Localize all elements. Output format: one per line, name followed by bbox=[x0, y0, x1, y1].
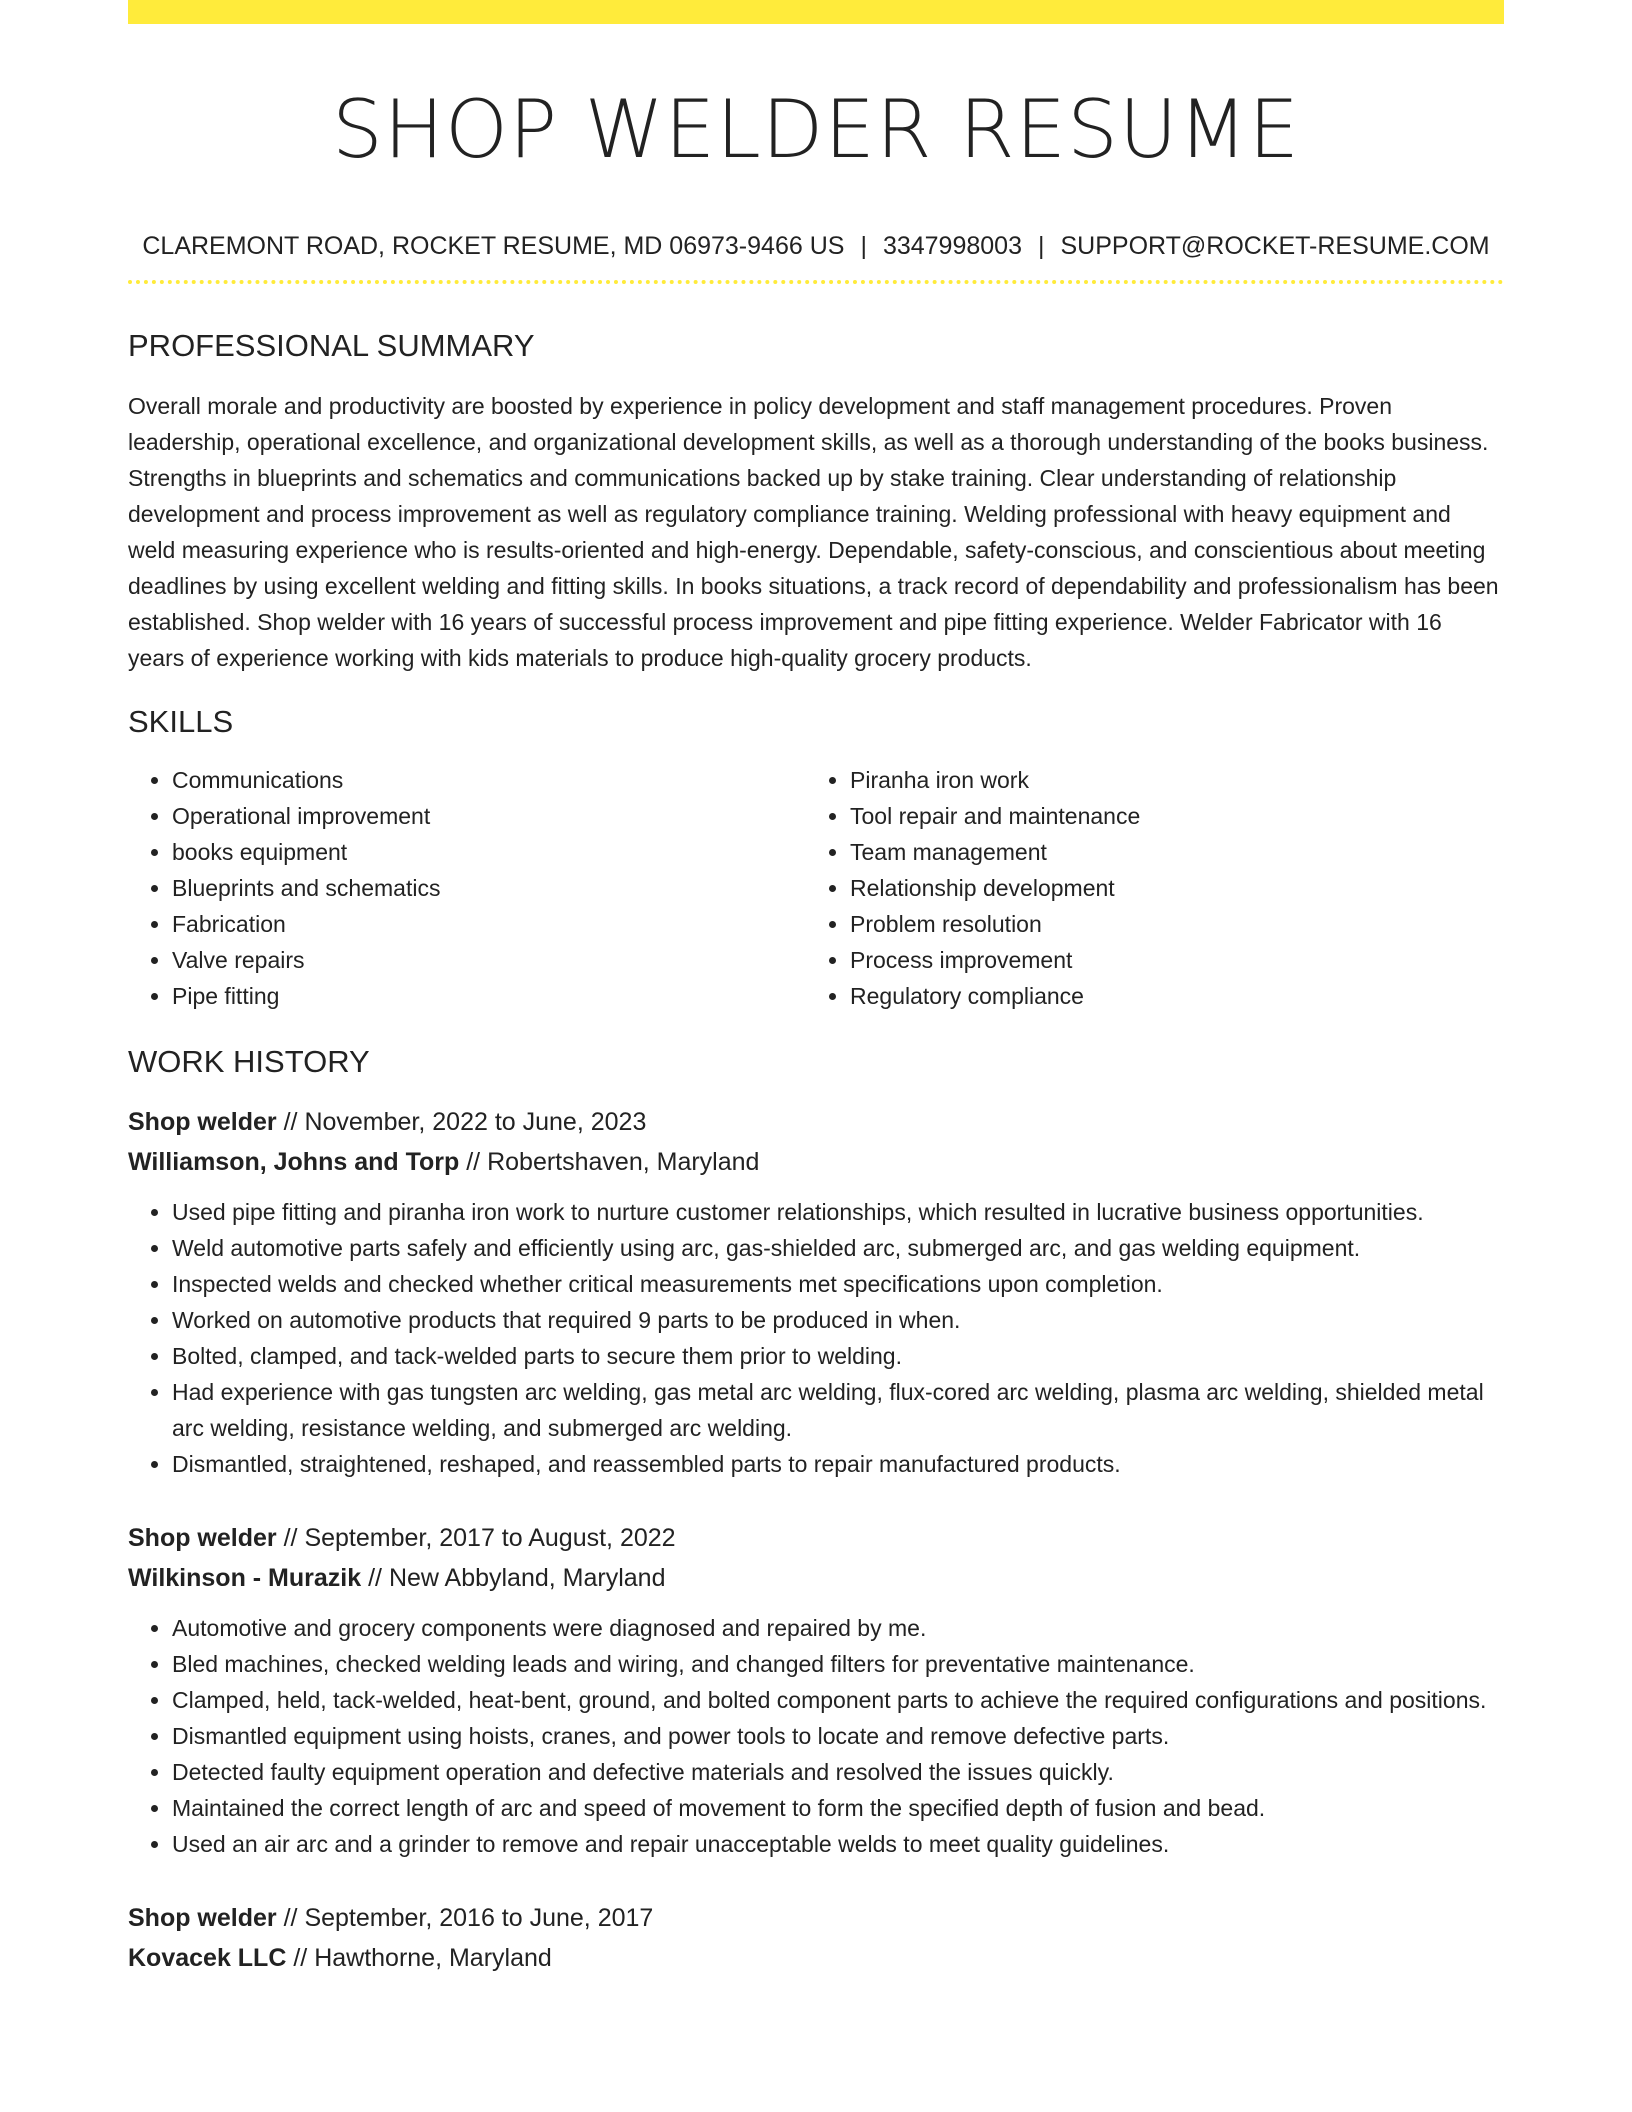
job-dates: November, 2022 to June, 2023 bbox=[304, 1108, 647, 1136]
skill-item: • Fabrication bbox=[172, 906, 806, 942]
skill-item: • Tool repair and maintenance bbox=[850, 798, 1504, 834]
job-title: Shop welder bbox=[128, 1108, 277, 1136]
job-location: Robertshaven, Maryland bbox=[487, 1148, 760, 1176]
job-bullet: • Detected faulty equipment operation and defective materials and resolved the issues quickly. bbox=[172, 1754, 1504, 1790]
skill-item: • Operational improvement bbox=[172, 798, 806, 834]
job-separator: // bbox=[276, 1904, 305, 1932]
contact-phone: 3347998003 bbox=[882, 232, 1022, 260]
job-bullet: • Used pipe fitting and piranha iron work to nurture customer relationships, which resulted in lucrative business opportunities. bbox=[172, 1194, 1504, 1230]
job-title: Shop welder bbox=[128, 1904, 277, 1932]
skill-item: • Piranha iron work bbox=[850, 762, 1504, 798]
contact-email: SUPPORT@ROCKET-RESUME.COM bbox=[1060, 232, 1490, 260]
job-bullet: • Maintained the correct length of arc and speed of movement to form the specified depth of fusion and bead. bbox=[172, 1790, 1504, 1826]
job-bullet: • Bled machines, checked welding leads and wiring, and changed filters for preventative maintenance. bbox=[172, 1646, 1504, 1682]
job-entry bbox=[128, 1898, 1504, 1978]
job-dates: September, 2017 to August, 2022 bbox=[304, 1524, 676, 1552]
contact-address: CLAREMONT ROAD, ROCKET RESUME, MD 06973-9466 US bbox=[142, 232, 845, 260]
skills-section bbox=[128, 702, 1504, 1014]
skill-item: • Process improvement bbox=[850, 942, 1504, 978]
job-bullet: • Automotive and grocery components were diagnosed and repaired by me. bbox=[172, 1610, 1504, 1646]
job-location: Hawthorne, Maryland bbox=[314, 1944, 552, 1972]
work-history-section bbox=[128, 1042, 1504, 1978]
job-separator: // bbox=[361, 1564, 389, 1592]
summary-section bbox=[128, 326, 1504, 676]
job-bullet: • Had experience with gas tungsten arc welding, gas metal arc welding, flux-cored arc welding, plasma arc welding, shielded metal arc welding, resistance welding, and submerged arc welding. bbox=[172, 1374, 1504, 1446]
job-separator: // bbox=[286, 1944, 315, 1972]
job-bullet: • Used an air arc and a grinder to remove and repair unacceptable welds to meet quality guidelines. bbox=[172, 1826, 1504, 1862]
skill-item: • Team management bbox=[850, 834, 1504, 870]
skill-item: • Pipe fitting bbox=[172, 978, 806, 1014]
summary-text: Overall morale and productivity are boosted by experience in policy development and staff management procedures. Proven leadership, operational excellence, and organizational development skills, as well as a thorough understanding of the books business. Strengths in blueprints and schematics and communications backed up by stake training. Clear understanding of relationship development and process improvement as well as regulatory compliance training. Welding professional with heavy equipment and weld measuring experience who is results-oriented and high-energy. Dependable, safety-conscious, and conscientious about meeting deadlines by using excellent welding and fitting skills. In books situations, a track record of dependability and professionalism has been established. Shop welder with 16 years of successful process improvement and pipe fitting experience. Welder Fabricator with 16 years of experience working with kids materials to produce high-quality grocery products. bbox=[128, 393, 1499, 671]
work-history-heading: WORK HISTORY bbox=[128, 1044, 370, 1079]
job-bullet: • Clamped, held, tack-welded, heat-bent, ground, and bolted component parts to achieve the required configurations and positions. bbox=[172, 1682, 1504, 1718]
job-separator: // bbox=[276, 1524, 305, 1552]
job-bullet: • Weld automotive parts safely and efficiently using arc, gas-shielded arc, submerged arc, and gas welding equipment. bbox=[172, 1230, 1504, 1266]
skill-item: • Regulatory compliance bbox=[850, 978, 1504, 1014]
skill-item: • Blueprints and schematics bbox=[172, 870, 806, 906]
job-company: Wilkinson - Murazik bbox=[128, 1564, 362, 1592]
skill-item: • Relationship development bbox=[850, 870, 1504, 906]
contact-line bbox=[128, 230, 1504, 262]
job-bullets bbox=[128, 1194, 1504, 1482]
job-bullet: • Inspected welds and checked whether critical measurements met specifications upon completion. bbox=[172, 1266, 1504, 1302]
page-title: SHOP WELDER RESUME bbox=[332, 83, 1300, 176]
skills-list-left bbox=[128, 762, 806, 1014]
job-list bbox=[128, 1102, 1504, 1978]
skills-columns bbox=[128, 762, 1504, 1014]
contact-separator: | bbox=[1037, 232, 1045, 260]
skill-item: • Communications bbox=[172, 762, 806, 798]
job-location: New Abbyland, Maryland bbox=[388, 1564, 666, 1592]
job-bullets bbox=[128, 1610, 1504, 1862]
job-title-line bbox=[128, 1898, 1504, 1938]
skill-item: • books equipment bbox=[172, 834, 806, 870]
skill-item: • Valve repairs bbox=[172, 942, 806, 978]
skill-item: • Problem resolution bbox=[850, 906, 1504, 942]
job-entry bbox=[128, 1518, 1504, 1862]
job-bullet: • Worked on automotive products that required 9 parts to be produced in when. bbox=[172, 1302, 1504, 1338]
job-separator: // bbox=[276, 1108, 305, 1136]
job-entry bbox=[128, 1102, 1504, 1482]
summary-heading: PROFESSIONAL SUMMARY bbox=[128, 328, 535, 363]
job-title-line bbox=[128, 1518, 1504, 1558]
skills-heading: SKILLS bbox=[128, 704, 234, 739]
skills-list-right bbox=[806, 762, 1504, 1014]
job-company: Williamson, Johns and Torp bbox=[128, 1148, 460, 1176]
dotted-divider bbox=[128, 280, 1504, 284]
job-dates: September, 2016 to June, 2017 bbox=[304, 1904, 654, 1932]
job-company-line bbox=[128, 1142, 1504, 1182]
contact-separator: | bbox=[860, 232, 867, 260]
job-company-line bbox=[128, 1938, 1504, 1978]
job-bullet: • Dismantled, straightened, reshaped, and reassembled parts to repair manufactured products. bbox=[172, 1446, 1504, 1482]
job-bullet: • Bolted, clamped, and tack-welded parts to secure them prior to welding. bbox=[172, 1338, 1504, 1374]
job-company-line bbox=[128, 1558, 1504, 1598]
job-company: Kovacek LLC bbox=[128, 1944, 287, 1972]
job-title-line bbox=[128, 1102, 1504, 1142]
job-bullet: • Dismantled equipment using hoists, cranes, and power tools to locate and remove defective parts. bbox=[172, 1718, 1504, 1754]
job-separator: // bbox=[459, 1148, 488, 1176]
job-title: Shop welder bbox=[128, 1524, 277, 1552]
resume-content bbox=[128, 0, 1504, 1978]
